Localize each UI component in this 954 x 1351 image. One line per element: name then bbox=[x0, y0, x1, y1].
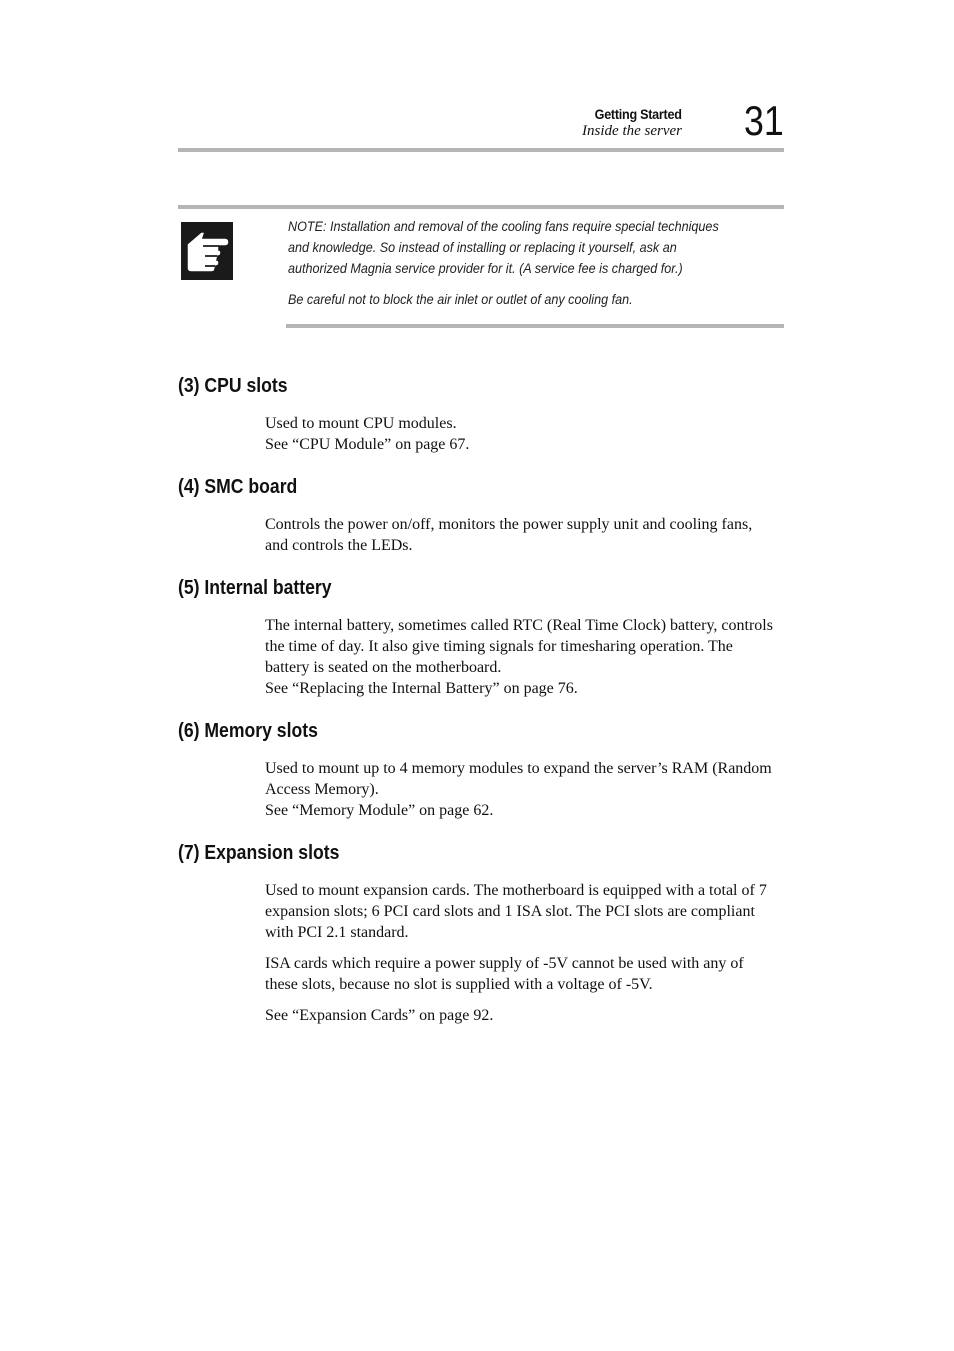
smc-board-body bbox=[265, 514, 785, 556]
section-title: Inside the server bbox=[582, 123, 682, 139]
cpu-slots-body bbox=[265, 413, 785, 455]
body-line: Used to mount CPU modules. bbox=[265, 415, 457, 432]
note-bottom-rule bbox=[286, 324, 784, 328]
body-line: See “CPU Module” on page 67. bbox=[265, 436, 470, 453]
note-caution: Be careful not to block the air inlet or outlet of any cooling fan. bbox=[288, 291, 633, 307]
note-line: authorized Magnia service provider for it. (A service fee is charged for.) bbox=[288, 260, 683, 276]
body-line: See “Replacing the Internal Battery” on page 76. bbox=[265, 680, 578, 697]
body-line: Access Memory). bbox=[265, 781, 379, 798]
note-line: and knowledge. So instead of installing or replacing it yourself, ask an bbox=[288, 239, 677, 255]
note-line: NOTE: Installation and removal of the cooling fans require special techniques bbox=[288, 218, 719, 234]
heading-internal-battery: (5) Internal battery bbox=[178, 577, 332, 599]
page-header bbox=[178, 98, 784, 154]
header-rule bbox=[178, 148, 784, 152]
body-line: the time of day. It also give timing signals for timesharing operation. The bbox=[265, 638, 733, 655]
body-line: The internal battery, sometimes called RTC (Real Time Clock) battery, controls bbox=[265, 617, 773, 634]
note-box bbox=[288, 216, 768, 310]
body-line: with PCI 2.1 standard. bbox=[265, 924, 409, 941]
heading-smc-board: (4) SMC board bbox=[178, 476, 298, 498]
pointing-hand-icon bbox=[181, 222, 233, 280]
body-line: ISA cards which require a power supply of -5V cannot be used with any of bbox=[265, 955, 744, 972]
body-line: expansion slots; 6 PCI card slots and 1 ISA slot. The PCI slots are compliant bbox=[265, 903, 755, 920]
body-line: and controls the LEDs. bbox=[265, 537, 413, 554]
chapter-title: Getting Started bbox=[595, 106, 682, 122]
body-line: See “Expansion Cards” on page 92. bbox=[265, 1007, 494, 1024]
memory-slots-body bbox=[265, 758, 785, 821]
body-line: Used to mount expansion cards. The motherboard is equipped with a total of 7 bbox=[265, 882, 767, 899]
heading-memory-slots: (6) Memory slots bbox=[178, 720, 318, 742]
page-number: 31 bbox=[744, 97, 784, 144]
body-line: these slots, because no slot is supplied with a voltage of -5V. bbox=[265, 976, 653, 993]
body-line: Used to mount up to 4 memory modules to expand the server’s RAM (Random bbox=[265, 760, 772, 777]
body-line: battery is seated on the motherboard. bbox=[265, 659, 502, 676]
expansion-slots-body bbox=[265, 880, 785, 1026]
note-top-rule bbox=[178, 205, 784, 209]
body-line: Controls the power on/off, monitors the power supply unit and cooling fans, bbox=[265, 516, 753, 533]
internal-battery-body bbox=[265, 615, 785, 699]
body-line: See “Memory Module” on page 62. bbox=[265, 802, 494, 819]
heading-expansion-slots: (7) Expansion slots bbox=[178, 842, 340, 864]
heading-cpu-slots: (3) CPU slots bbox=[178, 375, 288, 397]
